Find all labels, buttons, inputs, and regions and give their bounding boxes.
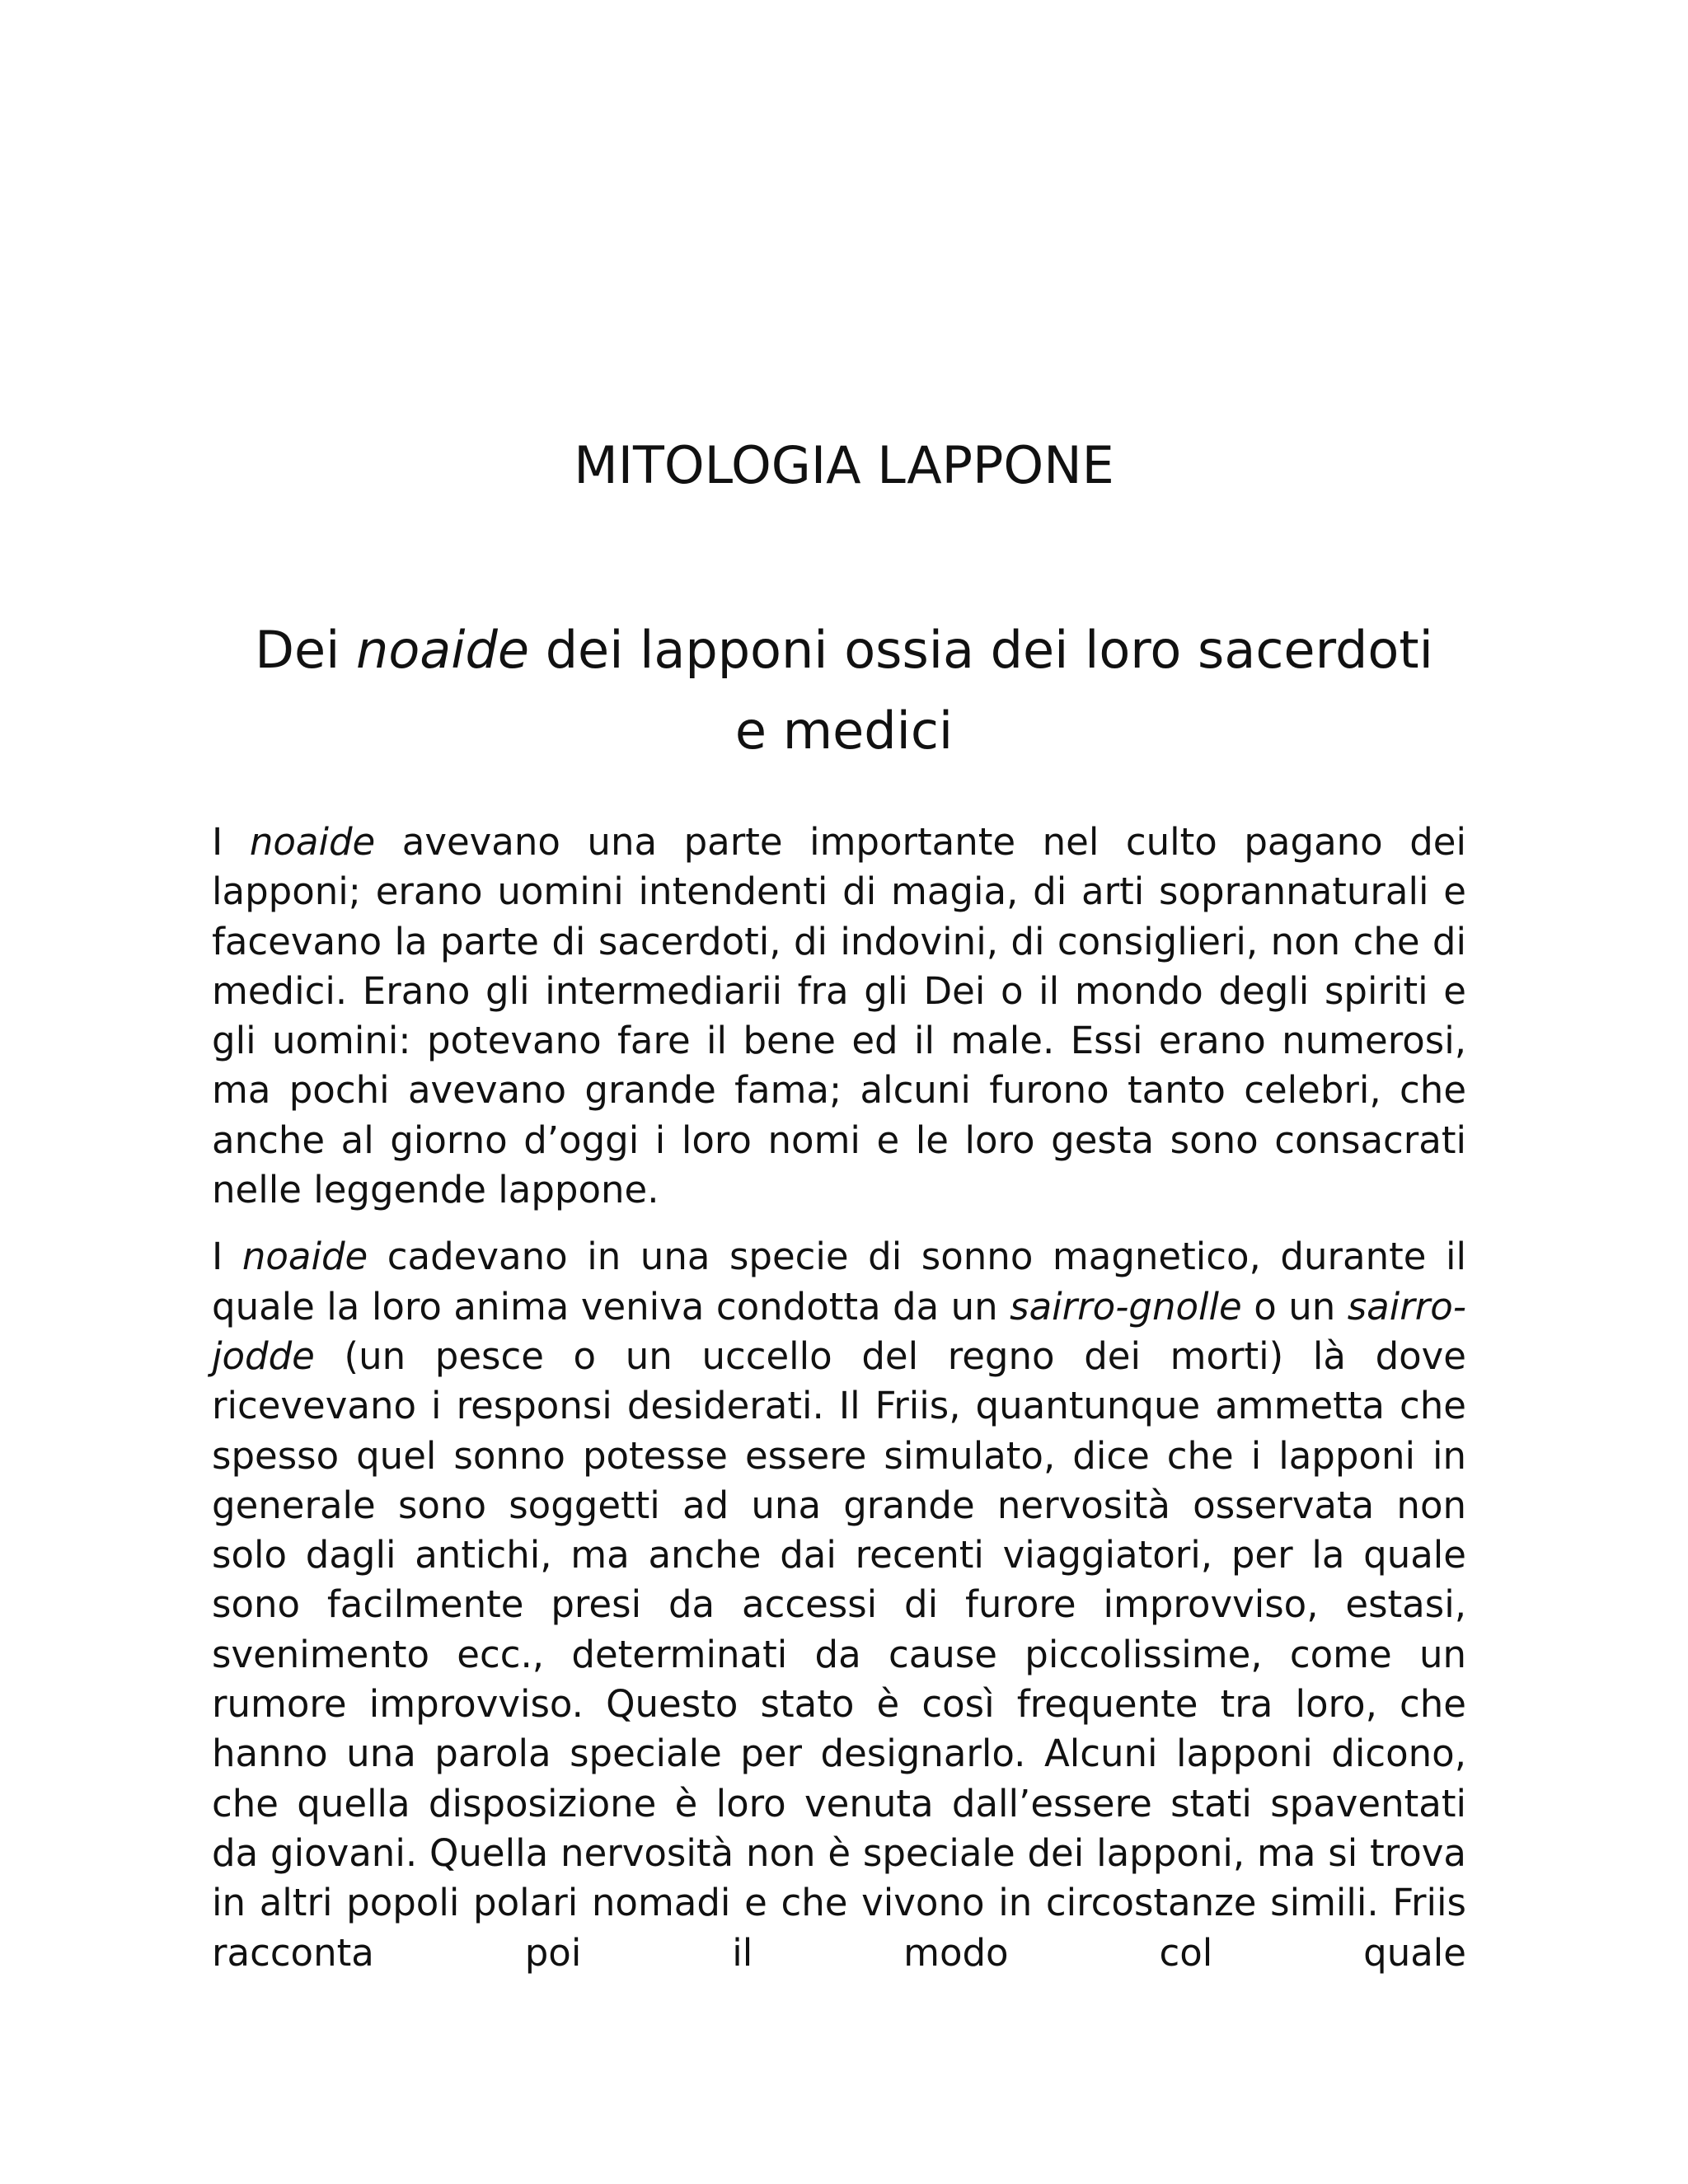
section-title-italic: noaide	[356, 620, 529, 680]
paragraph-1	[212, 818, 1466, 1215]
text-run: (un pesce o un uccello del regno dei morti) là dove ricevevano i responsi desiderati. Il Friis, quantunque ammetta che spesso quel sonno potesse essere simulato, dice che i lapponi in generale sono soggetti ad una grande nervosità osservata non solo dagli antichi, ma anche dai recenti viaggiatori, per la quale sono facilmente presi da accessi di furore improvviso, estasi, svenimento ecc., determinati da cause piccolissime, come un rumore improvviso. Questo stato è così frequente tra loro, che hanno una parola speciale per designarlo. Alcuni lapponi dicono, che quella disposizione è loro venuta dall’essere stati spaventati da giovani. Quella nervosità non è speciale dei lapponi, ma si trova in altri popoli polari nomadi e che vivono in circostanze simili. Friis racconta poi il modo col quale	[212, 1333, 1466, 1975]
italic-term: sairro-gnolle	[1010, 1284, 1242, 1329]
section-title-text: dei lapponi ossia dei loro sacerdoti e medici	[528, 620, 1433, 761]
text-run: avevano una parte importante nel culto pagano dei lapponi; erano uomini intendenti di magia, di arti soprannaturali e facevano la parte di sacerdoti, di indovini, di consiglieri, non che di medici. Erano gli intermediarii fra gli Dei o il mondo degli spiriti e gli uomini: potevano fare il bene ed il male. Essi erano numerosi, ma pochi avevano grande fama; alcuni furono tanto celebri, che anche al giorno d’oggi i loro nomi e le loro gesta sono consacrati nelle leggende lappone.	[212, 820, 1466, 1212]
italic-term: noaide	[249, 820, 376, 864]
text-run: I	[212, 820, 250, 864]
section-title	[247, 610, 1441, 771]
chapter-title: MITOLOGIA LAPPONE	[574, 435, 1114, 495]
paragraph-2	[212, 1232, 1466, 1977]
section-title-text: Dei	[255, 620, 357, 680]
italic-term: sairro-jodde	[212, 1284, 1466, 1378]
text-run: I	[212, 1235, 242, 1279]
italic-term: noaide	[241, 1235, 368, 1279]
text-run: o un	[1241, 1284, 1348, 1329]
text-run: cadevano in una specie di sonno magnetico, durante il quale la loro anima veniva condotta da un	[212, 1235, 1466, 1329]
body-text	[212, 818, 1466, 1995]
